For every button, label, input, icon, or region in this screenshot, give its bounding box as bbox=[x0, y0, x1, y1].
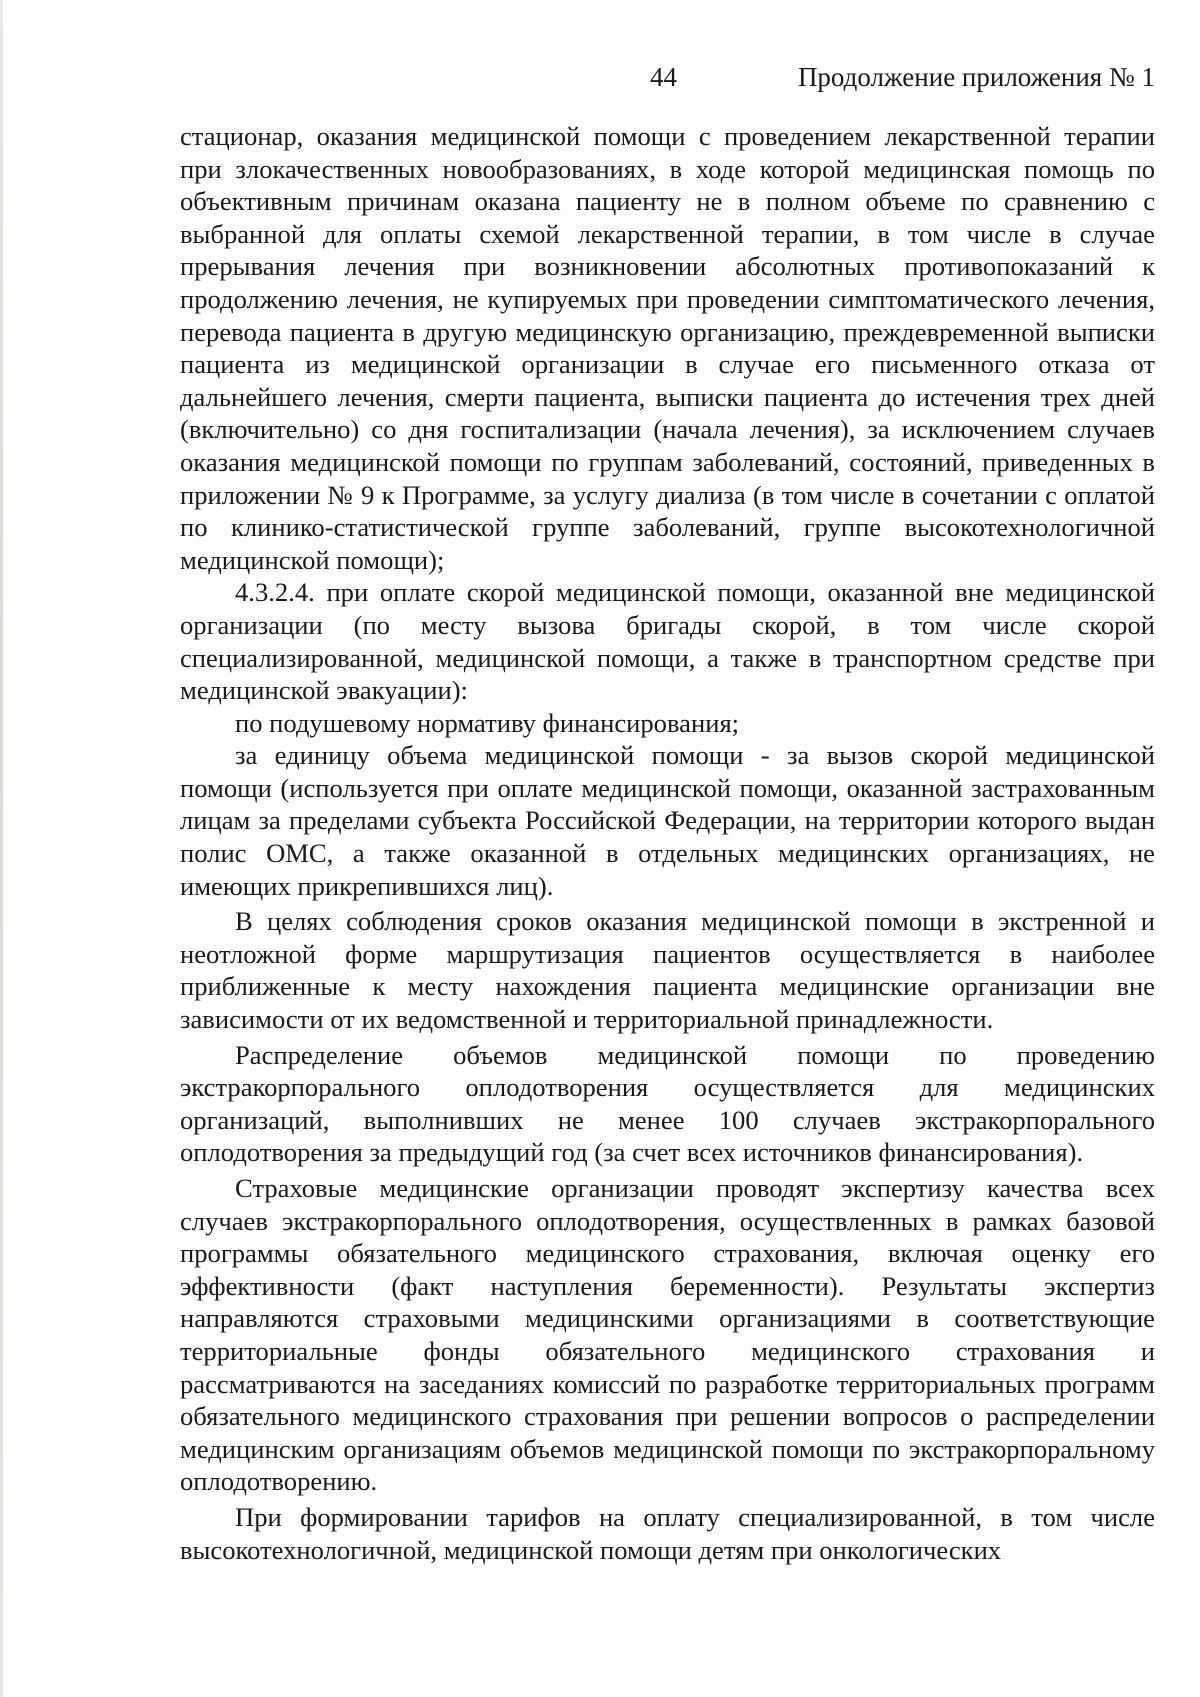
paragraph-per-unit: за единицу объема медицинской помощи - за вызов скорой медицинской помощи (используется при оплате медицинской помощи, оказанной застрахованным лицам за пределами субъекта Российской Федерации, на территории которого выдан полис ОМС, а также оказанной в отдельных медицинских организациях, не имеющих прикрепившихся лиц). bbox=[180, 740, 1155, 901]
document-body bbox=[180, 120, 1155, 1566]
paragraph-ivf-distribution: Распределение объемов медицинской помощи по проведению экстракорпорального оплодотворения осуществляется для медицинских организаций, выполнивших не менее 100 случаев экстракорпорального оплодотворения за предыдущий год (за счет всех источников финансирования). bbox=[180, 1039, 1155, 1168]
header-title: Продолжение приложения № 1 bbox=[797, 62, 1155, 92]
page-number: 44 bbox=[650, 62, 677, 92]
paragraph-continuation: стационар, оказания медицинской помощи с проведением лекарственной терапии при злокачественных новообразованиях, в ходе которой медицинская помощь по объективным причинам оказана пациенту не в полном объеме по сравнению с выбранной для оплаты схемой лекарственной терапии, в том числе в случае прерывания лечения при возникновении абсолютных противопоказаний к продолжению лечения, не купируемых при проведении симптоматического лечения, перевода пациента в другую медицинскую организацию, преждевременной выписки пациента из медицинской организации в случае его письменного отказа от дальнейшего лечения, смерти пациента, выписки пациента до истечения трех дней (включительно) со дня госпитализации (начала лечения), за исключением случаев оказания медицинской помощи по группам заболеваний, состояний, приведенных в приложении № 9 к Программе, за услугу диализа (в том числе в сочетании с оплатой по клинико-статистической группе заболеваний, группе высокотехнологичной медицинской помощи); bbox=[180, 121, 1155, 575]
paragraph-4-3-2-4: 4.3.2.4. при оплате скорой медицинской помощи, оказанной вне медицинской организации (по месту вызова бригады скорой, в том числе скорой специализированной, медицинской помощи, а также в транспортном средстве при медицинской эвакуации): bbox=[180, 577, 1155, 706]
paragraph-per-capita: по подушевому нормативу финансирования; bbox=[235, 707, 740, 738]
paragraph-insurance-expertise: Страховые медицинские организации проводят экспертизу качества всех случаев экстракорпорального оплодотворения, осуществленных в рамках базовой программы обязательного медицинского страхования, включая оценку его эффективности (факт наступления беременности). Результаты экспертиз направляются страховыми медицинскими организациями в соответствующие территориальные фонды обязательного медицинского страхования и рассматриваются на заседаниях комиссий по разработке территориальных программ обязательного медицинского страхования при решении вопросов о распределении медицинским организациям объемов медицинской помощи по экстракорпоральному оплодотворению. bbox=[180, 1173, 1155, 1497]
paragraph-tariffs: При формировании тарифов на оплату специализированной, в том числе высокотехнологичной, медицинской помощи детям при онкологических bbox=[180, 1501, 1155, 1565]
page-header bbox=[0, 62, 1200, 102]
scan-edge bbox=[0, 0, 3, 1697]
paragraph-routing: В целях соблюдения сроков оказания медицинской помощи в экстренной и неотложной форме маршрутизация пациентов осуществляется в наиболее приближенные к месту нахождения пациента медицинские организации вне зависимости от их ведомственной и территориальной принадлежности. bbox=[180, 906, 1155, 1035]
